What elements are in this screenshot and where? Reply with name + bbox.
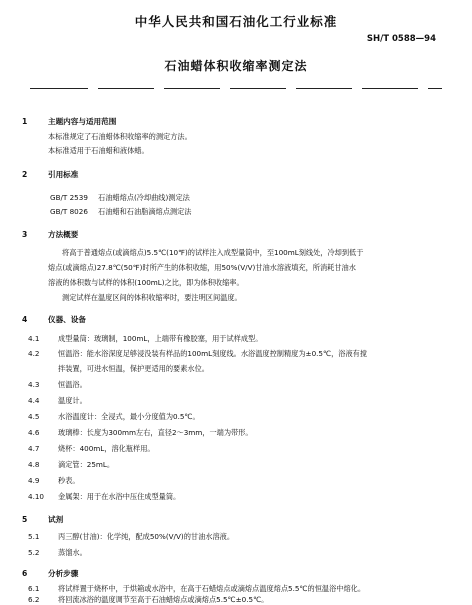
section-heading: 4 仪器、设备 [22, 315, 86, 324]
list-item: 5.2 蒸馏水。 [28, 548, 87, 557]
list-item: 6.2 将回流冰浴的温度调节至高于石油蜡熔点或滴熔点5.5℃±0.5℃。 [28, 595, 269, 604]
divider-7 [428, 88, 442, 89]
paragraph-line: 本标准规定了石油蜡体积收缩率的测定方法。 [48, 132, 192, 141]
paragraph-line: 将高于普通熔点(或滴熔点)5.5℃(10℉)的试样注入成型量筒中，至100mL刻线处，冷却到低于 [62, 248, 364, 257]
doc-title: 石油蜡体积收缩率测定法 [164, 59, 308, 73]
list-item: 4.1 成型量筒：玻璃制，100mL，上端带有橡胶塞，用于试样成型。 [28, 334, 263, 343]
list-item: 4.5 水浴温度计：全浸式，最小分度值为0.5℃。 [28, 412, 200, 421]
divider-2 [98, 88, 154, 89]
section-heading: 5 试剂 [22, 515, 64, 524]
list-item: 拌装置，可进水恒温，保护更适用的要素水位。 [58, 364, 209, 373]
divider-5 [296, 88, 352, 89]
list-item: 4.8 滴定管：25mL。 [28, 460, 115, 469]
paragraph-line: 溶液的体积数与试样的体积(100mL)之比，即为体积收缩率。 [48, 278, 244, 287]
paragraph-line: 测定试样在温度区间的体积收缩率时，要注明区间温度。 [62, 293, 242, 302]
list-item: 4.4 温度计。 [28, 396, 87, 405]
org-title: 中华人民共和国石油化工行业标准 [134, 14, 338, 29]
divider-1 [30, 88, 88, 89]
list-item: 4.10 金属架：用于在水浴中压住成型量筒。 [28, 492, 181, 501]
section-heading: 3 方法概要 [22, 230, 79, 239]
section-heading: 1 主题内容与适用范围 [22, 117, 117, 126]
list-item: 4.6 玻璃棒：长度为300mm左右，直径2～3mm，一端为带形。 [28, 428, 253, 437]
reference-item: GB/T 2539 石油蜡熔点(冷却曲线)测定法 [50, 193, 190, 202]
section-heading: 6 分析步骤 [22, 569, 79, 578]
list-item: 4.2 恒温浴：能水浴深度足够浸没装有样品的100mL刻度线。水浴温度控制精度为±0.5℃，浴液有搅 [28, 349, 368, 358]
paragraph-line: 本标准适用于石油蜡和液体蜡。 [48, 146, 149, 155]
list-item: 5.1 丙三醇(甘油)：化学纯，配成50%(V/V)的甘油水溶液。 [28, 532, 235, 541]
section-heading: 2 引用标准 [22, 170, 79, 179]
divider-6 [362, 88, 418, 89]
divider-3 [164, 88, 220, 89]
reference-item: GB/T 8026 石油蜡和石油脂滴熔点测定法 [50, 207, 192, 216]
list-item: 4.3 恒温浴。 [28, 380, 87, 389]
list-item: 4.7 烧杯：400mL，溶化瓶样用。 [28, 444, 155, 453]
divider-4 [230, 88, 286, 89]
paragraph-line: 熔点(或滴熔点)27.8℃(50℉)时所产生的体积收缩，用50%(V/V)甘油水溶液填充，所消耗甘油水 [48, 263, 356, 272]
list-item: 4.9 秒表。 [28, 476, 80, 485]
standard-code: SH/T 0588—94 [366, 34, 436, 44]
list-item: 6.1 将试样置于烧杯中，于烘箱或水浴中，在高于石蜡熔点或滴熔点温度熔点5.5℃的恒温浴中熔化。 [28, 584, 366, 593]
